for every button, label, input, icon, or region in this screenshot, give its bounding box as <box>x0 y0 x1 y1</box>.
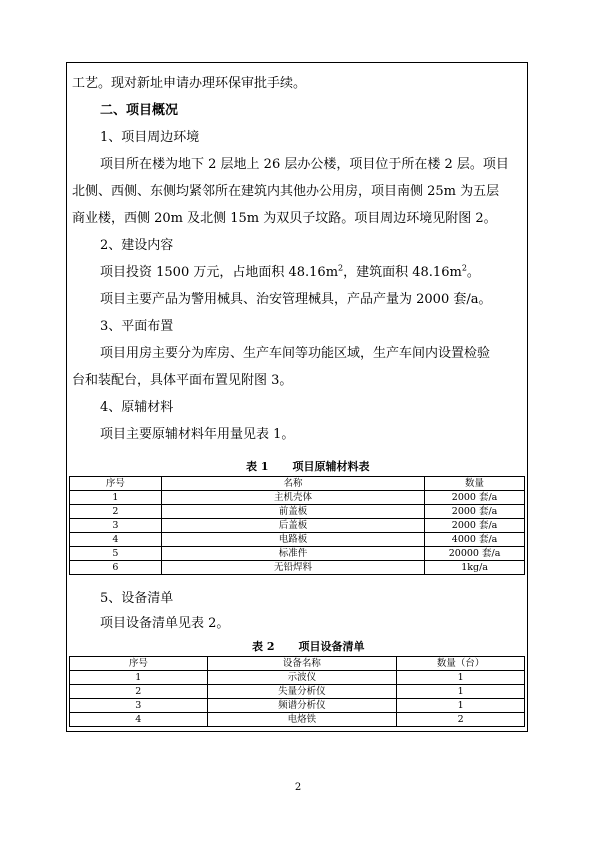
subsection-heading: 3、平面布置 <box>100 319 174 334</box>
table-cell: 4 <box>70 713 208 727</box>
table-cell: 6 <box>70 561 162 575</box>
table-cell: 4 <box>70 533 162 547</box>
table-row <box>70 685 525 699</box>
table-cell: 1kg/a <box>425 561 525 575</box>
materials-table <box>69 476 525 575</box>
table-row <box>70 561 525 575</box>
text-line: 项目所在楼为地下 2 层地上 26 层办公楼，项目位于所在楼 2 层。项目 <box>100 157 509 172</box>
text-run: ，建筑面积 48.16m <box>343 265 462 280</box>
table1-caption <box>246 461 369 473</box>
table-cell: 前盖板 <box>161 505 424 519</box>
subsection-heading: 2、建设内容 <box>100 238 174 253</box>
header-cell: 数量 <box>425 477 525 491</box>
header-cell: 名称 <box>161 477 424 491</box>
table-cell: 1 <box>397 671 525 685</box>
page-number: 2 <box>294 782 302 793</box>
table-cell: 标准件 <box>161 547 424 561</box>
text-line: 项目设备清单见表 2。 <box>100 616 230 631</box>
subsection-heading: 4、原辅材料 <box>100 400 174 415</box>
text-line <box>100 265 480 281</box>
table-cell: 2000 套/a <box>425 519 525 533</box>
table-cell: 2000 套/a <box>425 491 525 505</box>
table-cell: 电烙铁 <box>207 713 397 727</box>
table-cell: 后盖板 <box>161 519 424 533</box>
text-run: 。 <box>466 265 480 280</box>
text-line: 工艺。现对新址申请办理环保审批手续。 <box>72 76 307 91</box>
table-cell: 无铅焊料 <box>161 561 424 575</box>
table-row <box>70 547 525 561</box>
table2-caption <box>252 641 364 653</box>
text-line: 项目主要原辅材料年用量见表 1。 <box>100 427 295 442</box>
subsection-heading: 5、设备清单 <box>100 591 174 606</box>
caption-title: 项目设备清单 <box>298 640 365 653</box>
text-line: 项目用房主要分为库房、生产车间等功能区域，生产车间内设置检验 <box>100 346 491 361</box>
table-cell: 2 <box>397 713 525 727</box>
table-row <box>70 699 525 713</box>
table-cell: 2000 套/a <box>425 505 525 519</box>
table-cell: 4000 套/a <box>425 533 525 547</box>
table-cell: 主机壳体 <box>161 491 424 505</box>
equipment-table <box>69 656 525 727</box>
text-line: 台和装配台，具体平面布置见附图 3。 <box>72 373 293 388</box>
header-cell: 数量（台） <box>397 657 525 671</box>
table-cell: 电路板 <box>161 533 424 547</box>
table-cell: 1 <box>70 671 208 685</box>
table-header-row <box>70 657 525 671</box>
table-cell: 2 <box>70 505 162 519</box>
caption-title: 项目原辅材料表 <box>292 460 370 473</box>
table-cell: 示波仪 <box>207 671 397 685</box>
table-row <box>70 713 525 727</box>
table-row <box>70 671 525 685</box>
section-heading: 二、项目概况 <box>100 103 179 118</box>
table-cell: 3 <box>70 699 208 713</box>
superscript: 2 <box>338 263 344 273</box>
header-cell: 序号 <box>70 657 208 671</box>
text-line: 商业楼，西侧 20m 及北侧 15m 为双贝子坟路。项目周边环境见附图 2。 <box>72 211 497 226</box>
caption-number: 表 1 <box>246 460 269 473</box>
subsection-heading: 1、项目周边环境 <box>100 130 200 145</box>
header-cell: 序号 <box>70 477 162 491</box>
table-cell: 20000 套/a <box>425 547 525 561</box>
header-cell: 设备名称 <box>207 657 397 671</box>
table-row <box>70 533 525 547</box>
text-line: 北侧、西侧、东侧均紧邻所在建筑内其他办公用房，项目南侧 25m 为五层 <box>72 184 500 199</box>
table-row <box>70 519 525 533</box>
table-cell: 1 <box>70 491 162 505</box>
table-cell: 2 <box>70 685 208 699</box>
table-cell: 3 <box>70 519 162 533</box>
text-line: 项目主要产品为警用械具、治安管理械具，产品产量为 2000 套/a。 <box>100 292 492 307</box>
table-cell: 频谱分析仪 <box>207 699 397 713</box>
table-cell: 失量分析仪 <box>207 685 397 699</box>
text-run: 项目投资 1500 万元，占地面积 48.16m <box>100 265 339 280</box>
caption-number: 表 2 <box>252 640 275 653</box>
table-cell: 5 <box>70 547 162 561</box>
superscript: 2 <box>461 263 467 273</box>
table-cell: 1 <box>397 699 525 713</box>
table-row <box>70 505 525 519</box>
table-row <box>70 491 525 505</box>
table-cell: 1 <box>397 685 525 699</box>
table-header-row <box>70 477 525 491</box>
